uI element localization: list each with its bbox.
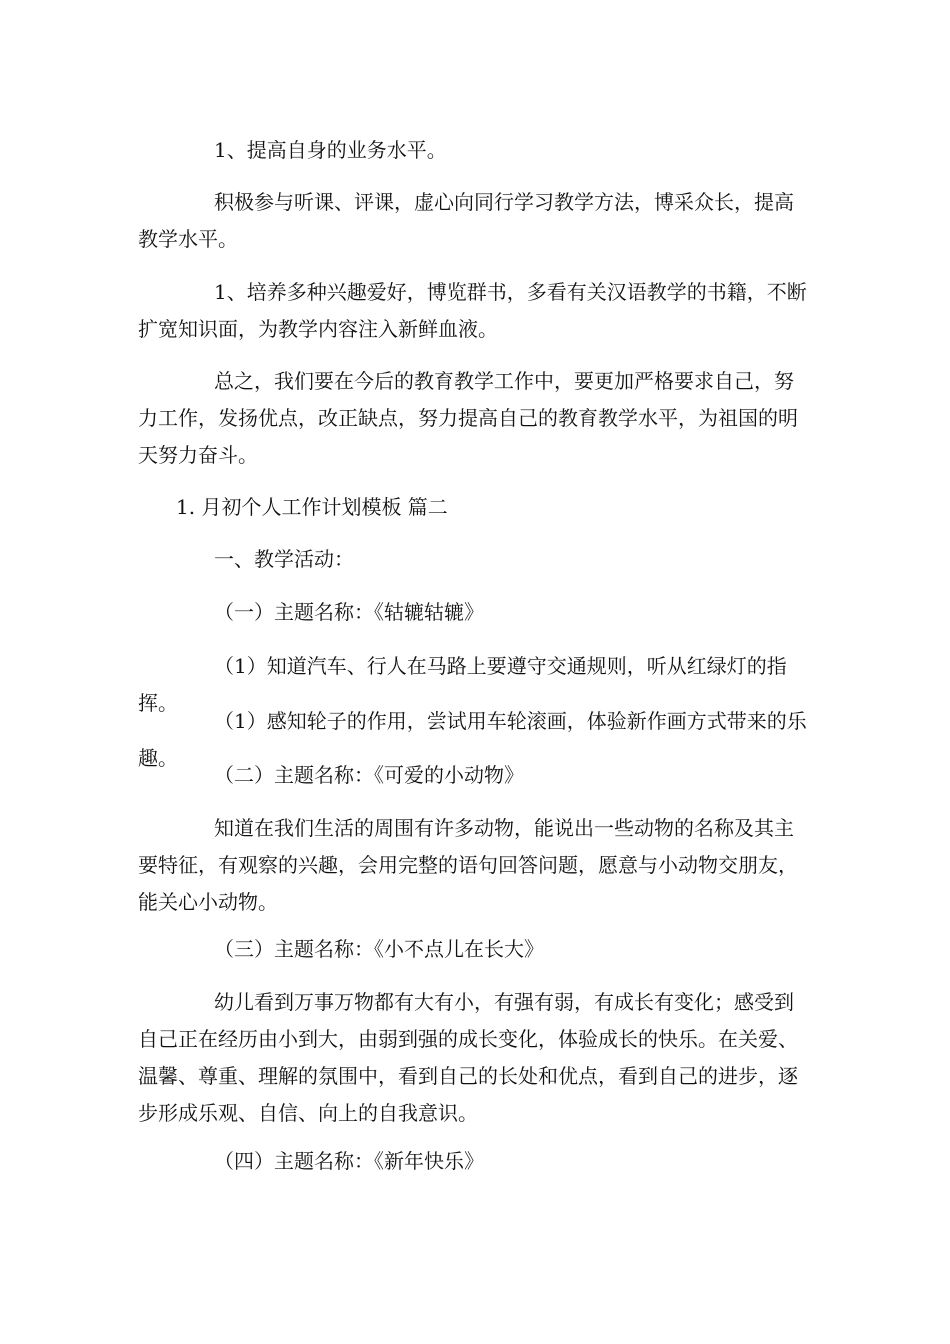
paragraph-attend-lessons: 积极参与听课、评课，虚心向同行学习教学方法，博采众长，提高教学水平。 bbox=[138, 190, 794, 251]
section-heading: 1. 月初个人工作计划模板 篇二 bbox=[176, 495, 448, 519]
theme-two-title: （二）主题名称：《可爱的小动物》 bbox=[214, 763, 524, 787]
subheading-teaching-activities: 一、教学活动： bbox=[214, 547, 354, 571]
paragraph-improve-skill: 1、提高自身的业务水平。 bbox=[214, 138, 447, 162]
theme-one-goal-wheels: （1）感知轮子的作用，尝试用车轮滚画，体验新作画方式带来的乐趣。 bbox=[138, 709, 807, 770]
theme-two-description: 知道在我们生活的周围有许多动物，能说出一些动物的名称及其主要特征，有观察的兴趣，会用完整的语句回答问题，愿意与小动物交朋友，能关心小动物。 bbox=[138, 816, 798, 914]
theme-one-title: （一）主题名称：《轱辘轱辘》 bbox=[214, 600, 484, 624]
theme-three-description: 幼儿看到万事万物都有大有小，有强有弱，有成长有变化；感受到自己正在经历由小到大，由弱到强的成长变化，体验成长的快乐。在关爱、温馨、尊重、理解的氛围中，看到自己的长处和优点，看到自己的进步，逐步形成乐观、自信、向上的自我意识。 bbox=[138, 990, 798, 1125]
theme-four-title: （四）主题名称：《新年快乐》 bbox=[214, 1149, 484, 1173]
theme-three-title: （三）主题名称：《小不点儿在长大》 bbox=[214, 937, 544, 961]
paragraph-broaden-knowledge: 1、培养多种兴趣爱好，博览群书，多看有关汉语教学的书籍，不断扩宽知识面，为教学内容注入新鲜血液。 bbox=[138, 280, 807, 341]
paragraph-summary: 总之，我们要在今后的教育教学工作中，要更加严格要求自己，努力工作，发扬优点，改正缺点，努力提高自己的教育教学水平，为祖国的明天努力奋斗。 bbox=[138, 369, 798, 467]
theme-one-goal-traffic: （1）知道汽车、行人在马路上要遵守交通规则，听从红绿灯的指挥。 bbox=[138, 654, 787, 715]
